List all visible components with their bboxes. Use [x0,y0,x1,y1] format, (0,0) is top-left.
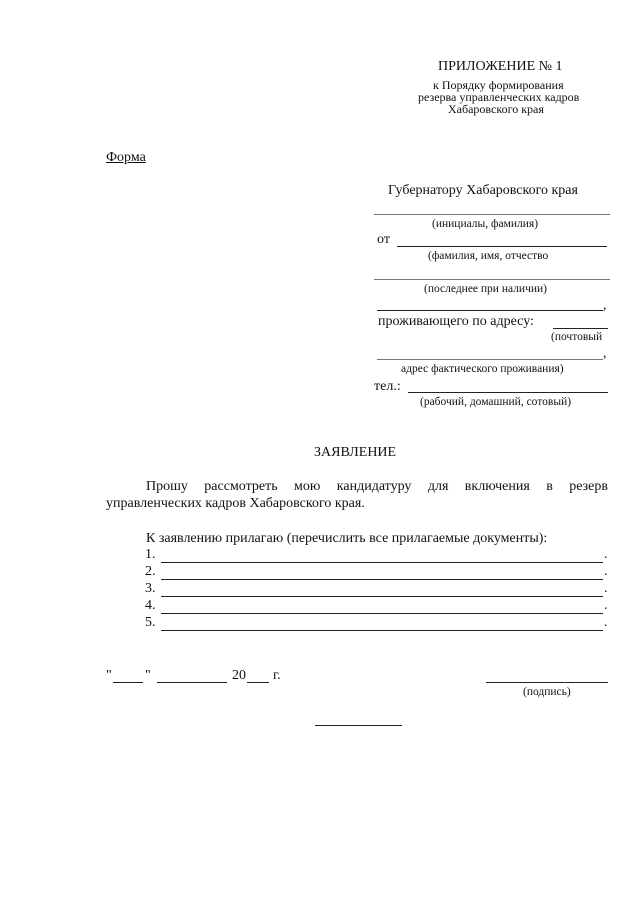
form-label: Форма [106,150,146,165]
appendix-subtitle-line1: к Порядку формирования [433,78,564,92]
attachment-line-3[interactable] [161,596,603,597]
attachment-number: 5. [145,615,156,630]
date-year-line[interactable] [247,682,269,683]
date-day-line[interactable] [113,682,143,683]
attachment-line-4[interactable] [161,613,603,614]
attachments-intro: К заявлению прилагаю (перечислить все прилагаемые документы): [146,531,548,546]
attachment-number: 3. [145,581,156,596]
tel-label: тел.: [374,379,401,394]
attachment-number: 4. [145,598,156,613]
addressee-to: Губернатору Хабаровского края [388,183,578,198]
appendix-title: ПРИЛОЖЕНИЕ № 1 [438,59,563,74]
date-year-prefix: 20 [232,668,246,683]
patronymic-line [374,279,610,280]
request-paragraph-line1 [146,479,608,495]
attachment-line-1[interactable] [161,562,603,563]
attachment-line-5[interactable] [161,630,603,631]
date-quote-close: " [145,668,151,683]
attachment-item-2 [145,564,156,580]
fio-line [397,246,607,247]
attachment-item-3 [145,581,156,597]
postal-hint: (почтовый [551,331,603,343]
attachment-end-5: . [604,615,608,630]
address-line-2 [377,359,603,360]
comma-1: , [603,298,607,313]
attachment-item-4 [145,598,156,614]
phone-hint: (рабочий, домашний, сотовый) [420,396,572,408]
end-separator [315,725,402,726]
attachment-item-5 [145,615,156,631]
request-paragraph-text: Прошу рассмотреть мою кандидатуру для включения в резерв [146,479,608,494]
date-year-suffix: г. [273,668,281,683]
attachment-end-2: . [604,564,608,579]
actual-address-hint: адрес фактического проживания) [401,363,564,375]
tel-line [408,392,608,393]
address-line-1 [377,310,603,311]
signature-hint: (подпись) [523,686,571,698]
initials-line [374,214,610,215]
residing-label: проживающего по адресу: [378,314,534,329]
attachment-number: 2. [145,564,156,579]
attachment-end-3: . [604,581,608,596]
date-quote-open: " [106,668,112,683]
attachment-end-4: . [604,598,608,613]
fio-hint: (фамилия, имя, отчество [428,250,549,262]
initials-hint: (инициалы, фамилия) [432,218,539,230]
comma-2: , [603,346,607,361]
from-label: от [377,232,390,247]
attachment-end-1: . [604,547,608,562]
appendix-subtitle-line2: резерва управленческих кадров [418,90,580,104]
date-month-line[interactable] [157,682,227,683]
attachment-line-2[interactable] [161,579,603,580]
attachment-number: 1. [145,547,156,562]
document-title: ЗАЯВЛЕНИЕ [314,445,397,460]
attachment-item-1 [145,547,156,563]
signature-line[interactable] [486,682,608,683]
patronymic-hint: (последнее при наличии) [424,283,548,295]
appendix-subtitle-line3: Хабаровского края [448,102,544,116]
residing-line [553,328,608,329]
request-paragraph-line2: управленческих кадров Хабаровского края. [106,496,365,511]
